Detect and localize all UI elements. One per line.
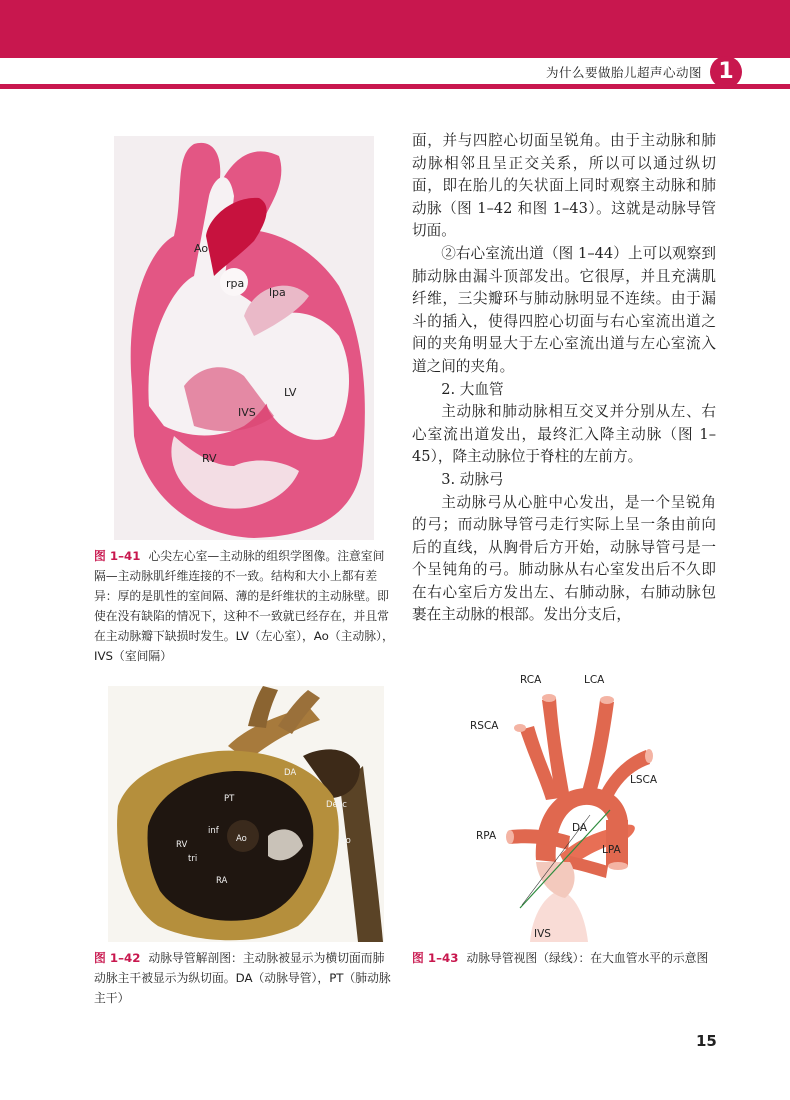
label-ra: RA [216, 876, 228, 886]
paragraph: 主动脉和肺动脉相互交叉并分别从左、右心室流出道发出，最终汇入降主动脉（图 1–45），降主动脉位于脊柱的左前方。 [412, 403, 716, 466]
caption-number: 图 1–42 [94, 951, 141, 965]
header-band [0, 0, 790, 58]
label-tri: tri [188, 854, 198, 864]
label-rpa: rpa [226, 277, 245, 290]
caption-text: 心尖左心室—主动脉的组织学图像。注意室间隔—主动脉肌纤维连接的不一致。结构和大小上都有差异：厚的是肌性的室间隔、薄的是纤维状的主动脉壁。即使在没有缺陷的情况下，这种不一致就已经存在，并且常在主动脉瓣下缺损时发生。LV（左心室），Ao（主动脉），IVS（室间隔） [94, 549, 394, 663]
chapter-number-badge: 1 [710, 56, 742, 88]
label-lsca: LSCA [630, 774, 658, 786]
label-ao: Ao [236, 834, 247, 844]
page-number: 15 [696, 1032, 717, 1050]
caption-text: 动脉导管解剖图：主动脉被显示为横切面而肺动脉主干被显示为纵切面。DA（动脉导管），PT（肺动脉主干） [94, 951, 391, 1005]
label-ao: Ao [194, 242, 209, 255]
specimen-image [108, 686, 384, 942]
histology-image [114, 136, 374, 540]
paragraph: ②右心室流出道（图 1–44）上可以观察到肺动脉由漏斗顶部发出。它很厚，并且充满肌纤维，三尖瓣环与肺动脉明显不连续。由于漏斗的插入，使得四腔心切面与右心室流出道之间的夹角明显大于左心室流出道与左心室流入道之间的夹角。 [412, 244, 716, 375]
running-title: 为什么要做胎儿超声心动图 [545, 65, 702, 80]
figure-1-43 [460, 674, 680, 942]
paragraph: 主动脉弓从心脏中心发出，是一个呈锐角的弓；而动脉导管弓走行实际上呈一条由前向后的直线，从胸骨后方开始，动脉导管弓是一个呈钝角的弓。肺动脉从右心室发出后不久即在右心室后方发出左、右肺动脉，右肺动脉包裹在主动脉的根部。发出分支后， [412, 493, 716, 624]
label-ivs: IVS [534, 928, 551, 940]
label-rv: RV [202, 452, 217, 465]
header-rule [0, 84, 790, 89]
label-ivs: IVS [238, 406, 256, 419]
label-rpa: RPA [476, 830, 497, 842]
caption-number: 图 1–41 [94, 549, 141, 563]
label-lpa: LPA [602, 844, 621, 856]
label-pt: PT [224, 794, 235, 804]
paragraph: 面，并与四腔心切面呈锐角。由于主动脉和肺动脉相邻且呈正交关系，所以可以通过纵切面，即在胎儿的矢状面上同时观察主动脉和肺动脉（图 1–42 和图 1–43）。这就是动脉导管切面。 [412, 132, 716, 240]
caption-number: 图 1–43 [412, 951, 459, 965]
caption-text: 动脉导管视图（绿线）：在大血管水平的示意图 [466, 951, 709, 965]
caption-fig-1-43 [412, 948, 718, 968]
label-desc: Desc [326, 800, 347, 810]
section-heading: 3. 动脉弓 [441, 470, 504, 488]
body-text-column [412, 130, 716, 627]
label-inf: inf [208, 826, 219, 836]
label-lca: LCA [584, 674, 605, 686]
caption-fig-1-42 [94, 948, 394, 1008]
figure-1-42 [108, 686, 384, 942]
label-rv: RV [176, 840, 188, 850]
figure-1-41 [114, 136, 374, 540]
label-da: DA [284, 768, 297, 778]
label-rsca: RSCA [470, 720, 499, 732]
label-ao-right: Ao [340, 836, 351, 846]
caption-fig-1-41 [94, 546, 394, 666]
label-lv: LV [284, 386, 297, 399]
section-heading: 2. 大血管 [441, 380, 504, 398]
label-rca: RCA [520, 674, 542, 686]
label-lpa: lpa [269, 286, 286, 299]
label-da: DA [572, 822, 588, 834]
